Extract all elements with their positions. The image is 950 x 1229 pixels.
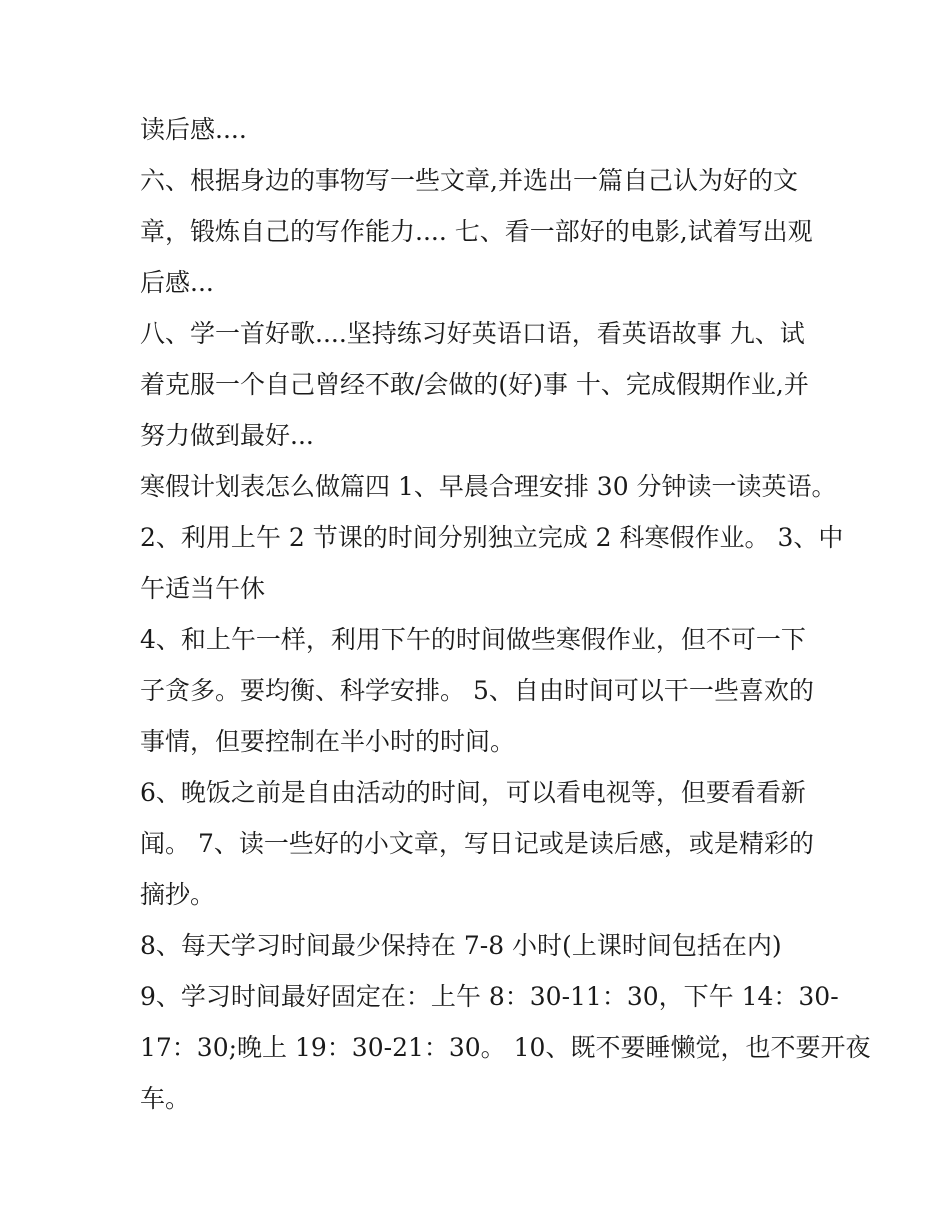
text-line: 后感... <box>140 268 214 297</box>
text-line: 章，锻炼自己的写作能力.... 七、看一部好的电影,试着写出观 <box>140 217 813 246</box>
text-line: 9、学习时间最好固定在：上午 8：30-11：30，下午 14：30- <box>140 982 839 1011</box>
text-line: 读后感.... <box>140 115 247 144</box>
text-line: 午适当午休 <box>140 574 266 603</box>
text-line: 闻。 7、读一些好的小文章，写日记或是读后感，或是精彩的 <box>140 829 814 858</box>
text-line: 着克服一个自己曾经不敢/会做的(好)事 十、完成假期作业,并 <box>140 370 809 399</box>
text-line: 摘抄。 <box>140 880 216 909</box>
text-line: 事情，但要控制在半小时的时间。 <box>140 727 516 756</box>
text-line: 8、每天学习时间最少保持在 7-8 小时(上课时间包括在内) <box>140 931 782 960</box>
text-line: 八、学一首好歌....坚持练习好英语口语，看英语故事 九、试 <box>140 319 805 348</box>
text-line: 寒假计划表怎么做篇四 1、早晨合理安排 30 分钟读一读英语。 <box>140 472 837 501</box>
text-line: 4、和上午一样，利用下午的时间做些寒假作业，但不可一下 <box>140 625 806 654</box>
body-text <box>140 104 871 1124</box>
text-line: 努力做到最好... <box>140 421 314 450</box>
text-line: 六、根据身边的事物写一些文章,并选出一篇自己认为好的文 <box>140 166 798 195</box>
text-line: 17：30;晚上 19：30-21：30。 10、既不要睡懒觉，也不要开夜 <box>140 1033 871 1062</box>
text-line: 子贪多。要均衡、科学安排。 5、自由时间可以干一些喜欢的 <box>140 676 814 705</box>
text-line: 6、晚饭之前是自由活动的时间，可以看电视等，但要看看新 <box>140 778 806 807</box>
text-line: 车。 <box>140 1084 191 1113</box>
text-line: 2、利用上午 2 节课的时间分别独立完成 2 科寒假作业。 3、中 <box>140 523 844 552</box>
